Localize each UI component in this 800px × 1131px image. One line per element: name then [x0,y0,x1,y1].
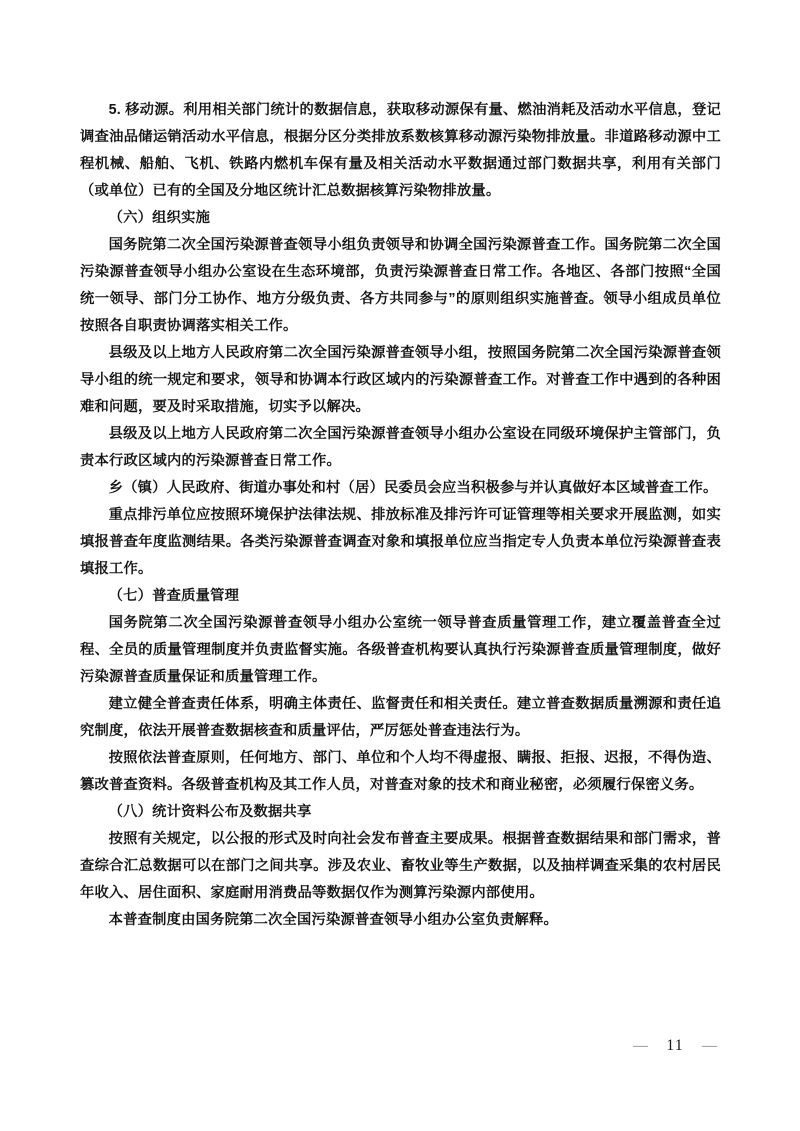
paragraph: 国务院第二次全国污染源普查领导小组负责领导和协调全国污染源普查工作。国务院第二次全国污染源普查领导小组办公室设在生态环境部，负责污染源普查日常工作。各地区、各部门按照“全国统一领导、部门分工协作、地方分级负责、各方共同参与”的原则组织实施普查。领导小组成员单位按照各自职责协调落实相关工作。 [80,237,721,334]
paragraph: 国务院第二次全国污染源普查领导小组办公室统一领导普查质量管理工作，建立覆盖普查全过程、全员的质量管理制度并负责监督实施。各级普查机构要认真执行污染源普查质量管理制度，做好污染源普查质量保证和质量管理工作。 [80,615,721,685]
footer-dash-left: — [633,1037,648,1054]
section-heading: （六）组织实施 [108,210,211,226]
paragraph: 重点排污单位应按照环境保护法律法规、排放标准及排污许可证管理等相关要求开展监测，如实填报普查年度监测结果。各类污染源普查调查对象和填报单位应当指定专人负责本单位污染源普查表填报工作。 [80,507,721,577]
paragraph: 建立健全普查责任体系，明确主体责任、监督责任和相关责任。建立普查数据质量溯源和责任追究制度，依法开展普查数据核查和质量评估，严厉惩处普查违法行为。 [80,696,721,739]
paragraph: 按照有关规定，以公报的形式及时向社会发布普查主要成果。根据普查数据结果和部门需求，普查综合汇总数据可以在部门之间共享。涉及农业、畜牧业等生产数据，以及抽样调查采集的农村居民年收入、居住面积、家庭耐用消费品等数据仅作为测算污染源内部使用。 [80,831,721,901]
section-heading: （七）普查质量管理 [108,588,240,604]
footer-dash-right: — [702,1037,717,1054]
document-body [80,97,721,934]
paragraph: 5. 移动源。利用相关部门统计的数据信息，获取移动源保有量、燃油消耗及活动水平信息，登记调查油品储运销活动水平信息，根据分区分类排放系数核算移动源污染物排放量。非道路移动源中工程机械、船舶、飞机、铁路内燃机车保有量及相关活动水平数据通过部门数据共享，利用有关部门（或单位）已有的全国及分地区统计汇总数据核算污染物排放量。 [80,102,721,199]
section-heading: （八）统计资料公布及数据共享 [108,804,312,820]
paragraph: 乡（镇）人民政府、街道办事处和村（居）民委员会应当积极参与并认真做好本区域普查工作。 [108,480,718,496]
page-number: 11 [666,1037,684,1054]
page-footer [633,1035,717,1057]
paragraph: 按照依法普查原则，任何地方、部门、单位和个人均不得虚报、瞒报、拒报、迟报，不得伪造、篡改普查资料。各级普查机构及其工作人员，对普查对象的技术和商业秘密，必须履行保密义务。 [80,750,721,793]
paragraph: 县级及以上地方人民政府第二次全国污染源普查领导小组，按照国务院第二次全国污染源普查领导小组的统一规定和要求，领导和协调本行政区域内的污染源普查工作。对普查工作中遇到的各种困难和问题，要及时采取措施，切实予以解决。 [80,345,721,415]
paragraph: 县级及以上地方人民政府第二次全国污染源普查领导小组办公室设在同级环境保护主管部门，负责本行政区域内的污染源普查日常工作。 [80,426,721,469]
paragraph: 本普查制度由国务院第二次全国污染源普查领导小组办公室负责解释。 [108,912,558,928]
